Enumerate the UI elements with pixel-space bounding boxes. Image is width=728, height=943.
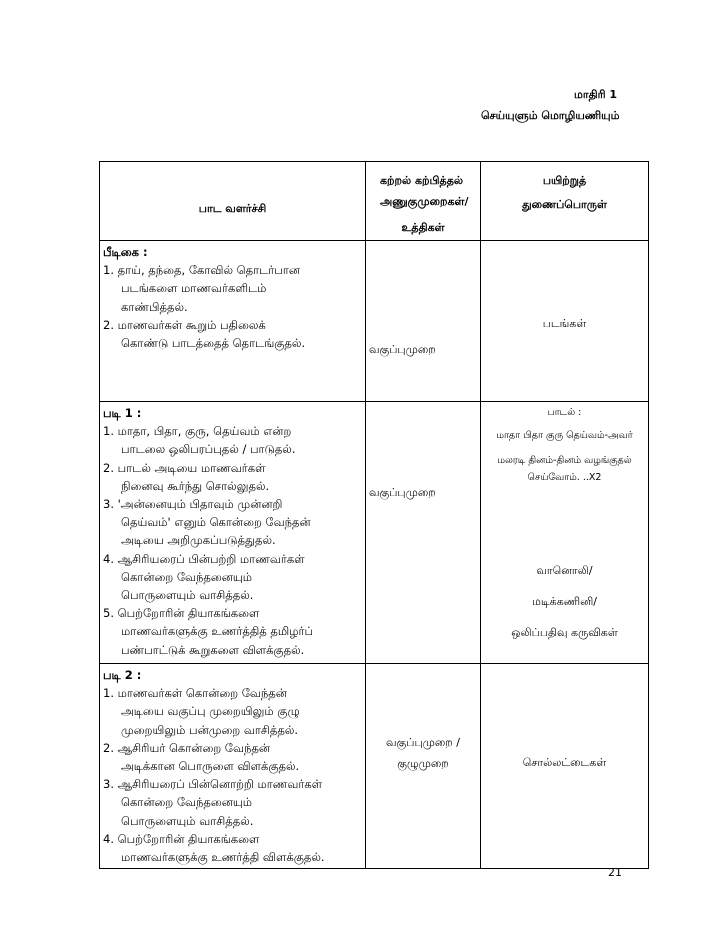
- header-cell-approach: [366, 162, 481, 241]
- page-number: 21: [608, 866, 622, 879]
- method-text: வகுப்புமுறை: [369, 486, 436, 499]
- lesson-title: செய்யுளும் மொழியணியும்: [481, 109, 620, 122]
- step-line: நினைவு கூர்ந்து சொல்லுதல்.: [121, 478, 270, 493]
- resource-recorder: ஒலிப்பதிவு கருவிகள்: [511, 626, 618, 639]
- header-approach-line2: அணுகுமுறைகள்/: [380, 195, 469, 208]
- resource-laptop: மடிக்கணினி/: [532, 595, 597, 608]
- step-line: கொன்றை வேந்தனையும்: [121, 795, 253, 810]
- step-line: 4. ஆசிரியரைப் பின்பற்றி மாணவர்கள்: [103, 551, 305, 566]
- step-line: காண்பித்தல்.: [121, 299, 188, 314]
- song-line: மாதா பிதா குரு தெய்வம்-அவர்: [496, 430, 633, 441]
- step-line: படங்களை மாணவர்களிடம்: [121, 281, 267, 296]
- step-line: மாணவர்களுக்கு உணர்த்தித் தமிழர்ப்: [121, 624, 314, 639]
- step-line: அடியை வகுப்பு முறையிலும் குழு: [121, 704, 300, 719]
- step-line: அடியை அறிமுகப்படுத்துதல்.: [121, 533, 276, 548]
- step-title: பீடிகை :: [103, 245, 148, 259]
- header-development: பாட வளர்ச்சி: [198, 202, 267, 215]
- step-line: பண்பாட்டுக் கூறுகளை விளக்குதல்.: [121, 642, 305, 657]
- resource-text: படங்கள்: [542, 317, 587, 330]
- step-cell: [100, 402, 366, 664]
- step-cell: [100, 241, 366, 402]
- method-cell: [366, 664, 481, 869]
- step-line: கொண்டு பாடத்தைத் தொடங்குதல்.: [121, 336, 306, 351]
- header-cell-resources: [481, 162, 649, 241]
- step-line: மாணவர்களுக்கு உணர்த்தி விளக்குதல்.: [121, 850, 325, 865]
- step-line: 1. மாணவர்கள் கொன்றை வேந்தன்: [103, 686, 287, 701]
- method-cell: [366, 402, 481, 664]
- resource-text: சொல்லட்டைகள்: [522, 756, 607, 769]
- step-title: படி 2 :: [103, 668, 142, 682]
- step-title: படி 1 :: [103, 406, 142, 420]
- step-line: கொன்றை வேந்தனையும்: [121, 569, 253, 584]
- header-resources-line2: துணைப்பொருள்: [522, 198, 607, 211]
- step-line: பாடலை ஒலிபரப்புதல் / பாடுதல்.: [121, 442, 296, 457]
- step-line: 3. 'அன்னையும் பிதாவும் முன்னறி: [103, 497, 283, 512]
- method-text: குழுமுறை: [397, 757, 449, 770]
- step-line: 2. மாணவர்கள் கூறும் பதிலைக்: [103, 317, 266, 332]
- step-line: முறையிலும் பன்முறை வாசித்தல்.: [121, 722, 299, 737]
- step-line: 2. ஆசிரியர் கொன்றை வேந்தன்: [103, 740, 271, 755]
- table-header-row: [100, 162, 649, 241]
- resource-cell: [481, 241, 649, 402]
- table-row: [100, 402, 649, 664]
- step-line: அடிக்கான பொருளை விளக்குதல்.: [121, 759, 300, 774]
- step-line: பொருளையும் வாசித்தல்.: [121, 588, 254, 603]
- step-line: 1. மாதா, பிதா, குரு, தெய்வம் என்ற: [103, 424, 292, 439]
- song-line: செய்வோம். ..X2: [527, 472, 602, 483]
- song-label: பாடல் :: [547, 407, 582, 418]
- step-line: பொருளையும் வாசித்தல்.: [121, 813, 254, 828]
- step-cell: [100, 664, 366, 869]
- method-text: வகுப்புமுறை: [369, 343, 436, 356]
- lesson-plan-table: [99, 161, 649, 869]
- table-row: [100, 241, 649, 402]
- model-number: மாதிரி 1: [574, 88, 618, 101]
- header-cell-development: [100, 162, 366, 241]
- method-cell: [366, 241, 481, 402]
- step-line: தெய்வம்' எனும் கொன்றை வேந்தன்: [121, 515, 311, 530]
- method-text: வகுப்புமுறை /: [386, 736, 460, 749]
- resource-radio: வானொலி/: [536, 564, 593, 577]
- step-line: 3. ஆசிரியரைப் பின்னொற்றி மாணவர்கள்: [103, 777, 323, 792]
- header-approach-line3: உத்திகள்: [401, 221, 445, 234]
- step-line: 4. பெற்றோரின் தியாகங்களை: [103, 831, 260, 846]
- header-approach-line1: கற்றல் கற்பித்தல்: [380, 174, 463, 187]
- step-line: 1. தாய், தந்தை, கோவில் தொடர்பான: [103, 263, 300, 278]
- resource-cell: [481, 402, 649, 664]
- resource-cell: [481, 664, 649, 869]
- header-resources-line1: பயிற்றுத்: [542, 174, 587, 187]
- step-line: 2. பாடல் அடியை மாணவர்கள்: [103, 460, 266, 475]
- song-line: மலரடி தினம்-தினம் வழங்குதல்: [497, 455, 632, 466]
- table-row: [100, 664, 649, 869]
- step-line: 5. பெற்றோரின் தியாகங்களை: [103, 606, 260, 621]
